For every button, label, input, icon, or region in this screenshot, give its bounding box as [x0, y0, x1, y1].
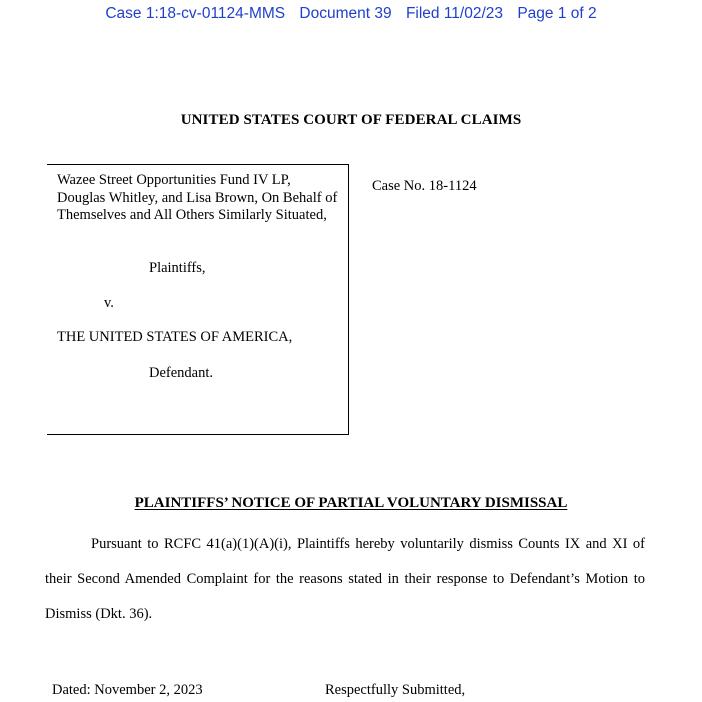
signoff-line: Respectfully Submitted, [325, 682, 466, 698]
ecf-filing-header [0, 5, 702, 23]
plaintiffs-role: Plaintiffs, [149, 260, 206, 276]
versus-label: v. [104, 295, 114, 311]
notice-title: PLAINTIFFS’ NOTICE OF PARTIAL VOLUNTARY DISMISSAL [134, 495, 568, 511]
plaintiffs-names: Wazee Street Opportunities Fund IV LP, Douglas Whitley, and Lisa Brown, On Behalf of Themselves and All Others Similarly Situated, [57, 172, 338, 223]
notice-body [45, 527, 645, 632]
dated-line: Dated: November 2, 2023 [52, 682, 203, 698]
ecf-page-count: Page 1 of 2 [517, 5, 597, 22]
ecf-filed-date: Filed 11/02/23 [405, 5, 504, 22]
court-title: UNITED STATES COURT OF FEDERAL CLAIMS [180, 112, 522, 128]
case-number: Case No. 18-1124 [372, 178, 477, 194]
defendant-role: Defendant. [149, 365, 214, 381]
notice-paragraph: Pursuant to RCFC 41(a)(1)(A)(i), Plaintiffs hereby voluntarily dismiss Counts IX and XI of their Second Amended Complaint for the reasons stated in their response to Defendant’s Motion to Dismiss (Dkt. 36). [45, 536, 645, 622]
ecf-case-number: Case 1:18-cv-01124-MMS [105, 5, 286, 22]
defendant-name: THE UNITED STATES OF AMERICA, [57, 329, 293, 345]
ecf-document-number: Document 39 [299, 5, 392, 22]
